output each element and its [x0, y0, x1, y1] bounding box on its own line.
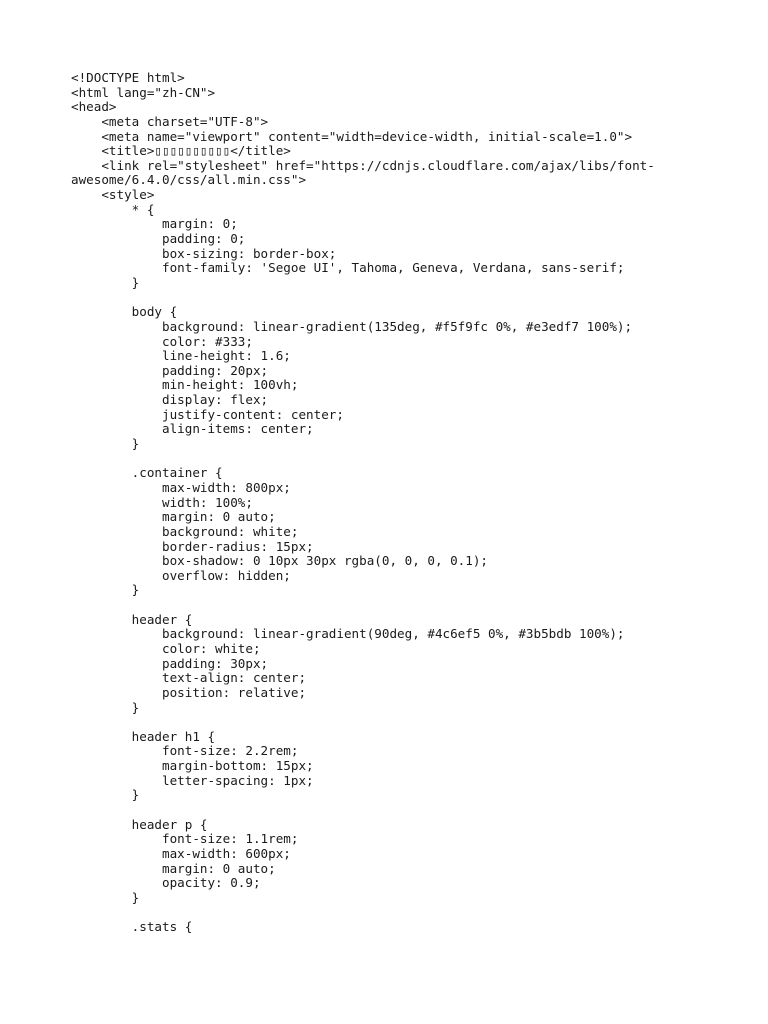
code-line: display: flex; [71, 392, 269, 408]
code-line: background: linear-gradient(90deg, #4c6ef5 0%, #3b5bdb 100%); [71, 626, 625, 642]
code-line: opacity: 0.9; [71, 875, 261, 891]
code-line: color: #333; [71, 333, 253, 349]
code-line: background: linear-gradient(135deg, #f5f9fc 0%, #e3edf7 100%); [71, 318, 633, 334]
code-line: margin-bottom: 15px; [71, 758, 314, 774]
code-line: <link rel="stylesheet" href="https://cdnjs.cloudflare.com/ajax/libs/font- [71, 157, 655, 173]
code-line: } [71, 436, 140, 452]
code-line [71, 291, 731, 306]
code-line: justify-content: center; [71, 406, 344, 422]
code-line: <html lang="zh-CN"> [71, 84, 216, 100]
code-line: margin: 0 auto; [71, 509, 276, 525]
code-line: <head> [71, 99, 117, 115]
code-line: font-family: 'Segoe UI', Tahoma, Geneva, Verdana, sans-serif; [71, 260, 625, 276]
code-line: max-width: 600px; [71, 845, 291, 861]
code-line: <meta charset="UTF-8"> [71, 113, 269, 129]
source-code-listing [71, 71, 731, 935]
code-line: } [71, 274, 140, 290]
code-line: line-height: 1.6; [71, 348, 291, 364]
code-line: } [71, 787, 140, 803]
code-line: box-sizing: border-box; [71, 245, 337, 261]
code-line: margin: 0; [71, 216, 238, 232]
code-line: font-size: 1.1rem; [71, 831, 299, 847]
code-line: overflow: hidden; [71, 567, 291, 583]
code-line: } [71, 699, 140, 715]
code-line: header { [71, 611, 193, 627]
code-line [71, 452, 731, 467]
code-line: text-align: center; [71, 670, 307, 686]
code-line: header h1 { [71, 728, 216, 744]
code-line: letter-spacing: 1px; [71, 772, 314, 788]
code-line [71, 598, 731, 613]
code-line: padding: 20px; [71, 362, 269, 378]
code-line [71, 715, 731, 730]
code-line: color: white; [71, 640, 261, 656]
code-line: width: 100%; [71, 494, 253, 510]
code-line: position: relative; [71, 684, 307, 700]
code-line: <meta name="viewport" content="width=device-width, initial-scale=1.0"> [71, 128, 633, 144]
code-line: align-items: center; [71, 421, 314, 437]
code-line: .container { [71, 465, 223, 481]
code-line: margin: 0 auto; [71, 860, 276, 876]
code-line: body { [71, 304, 178, 320]
code-line [71, 906, 731, 921]
code-line: box-shadow: 0 10px 30px rgba(0, 0, 0, 0.1); [71, 553, 489, 569]
code-line: padding: 0; [71, 231, 246, 247]
code-line: <title>▯▯▯▯▯▯▯▯▯▯</title> [71, 143, 291, 159]
code-line: background: white; [71, 523, 299, 539]
code-line: border-radius: 15px; [71, 538, 314, 554]
code-line: .stats { [71, 919, 193, 935]
code-line: * { [71, 201, 155, 217]
code-line: header p { [71, 816, 208, 832]
code-line: padding: 30px; [71, 655, 269, 671]
code-line: max-width: 800px; [71, 479, 291, 495]
code-line: awesome/6.4.0/css/all.min.css"> [71, 172, 307, 188]
code-line [71, 803, 731, 818]
code-line: font-size: 2.2rem; [71, 743, 299, 759]
code-line: <style> [71, 187, 155, 203]
code-line: min-height: 100vh; [71, 377, 299, 393]
code-line: <!DOCTYPE html> [71, 70, 185, 85]
code-line: } [71, 582, 140, 598]
code-line: } [71, 889, 140, 905]
